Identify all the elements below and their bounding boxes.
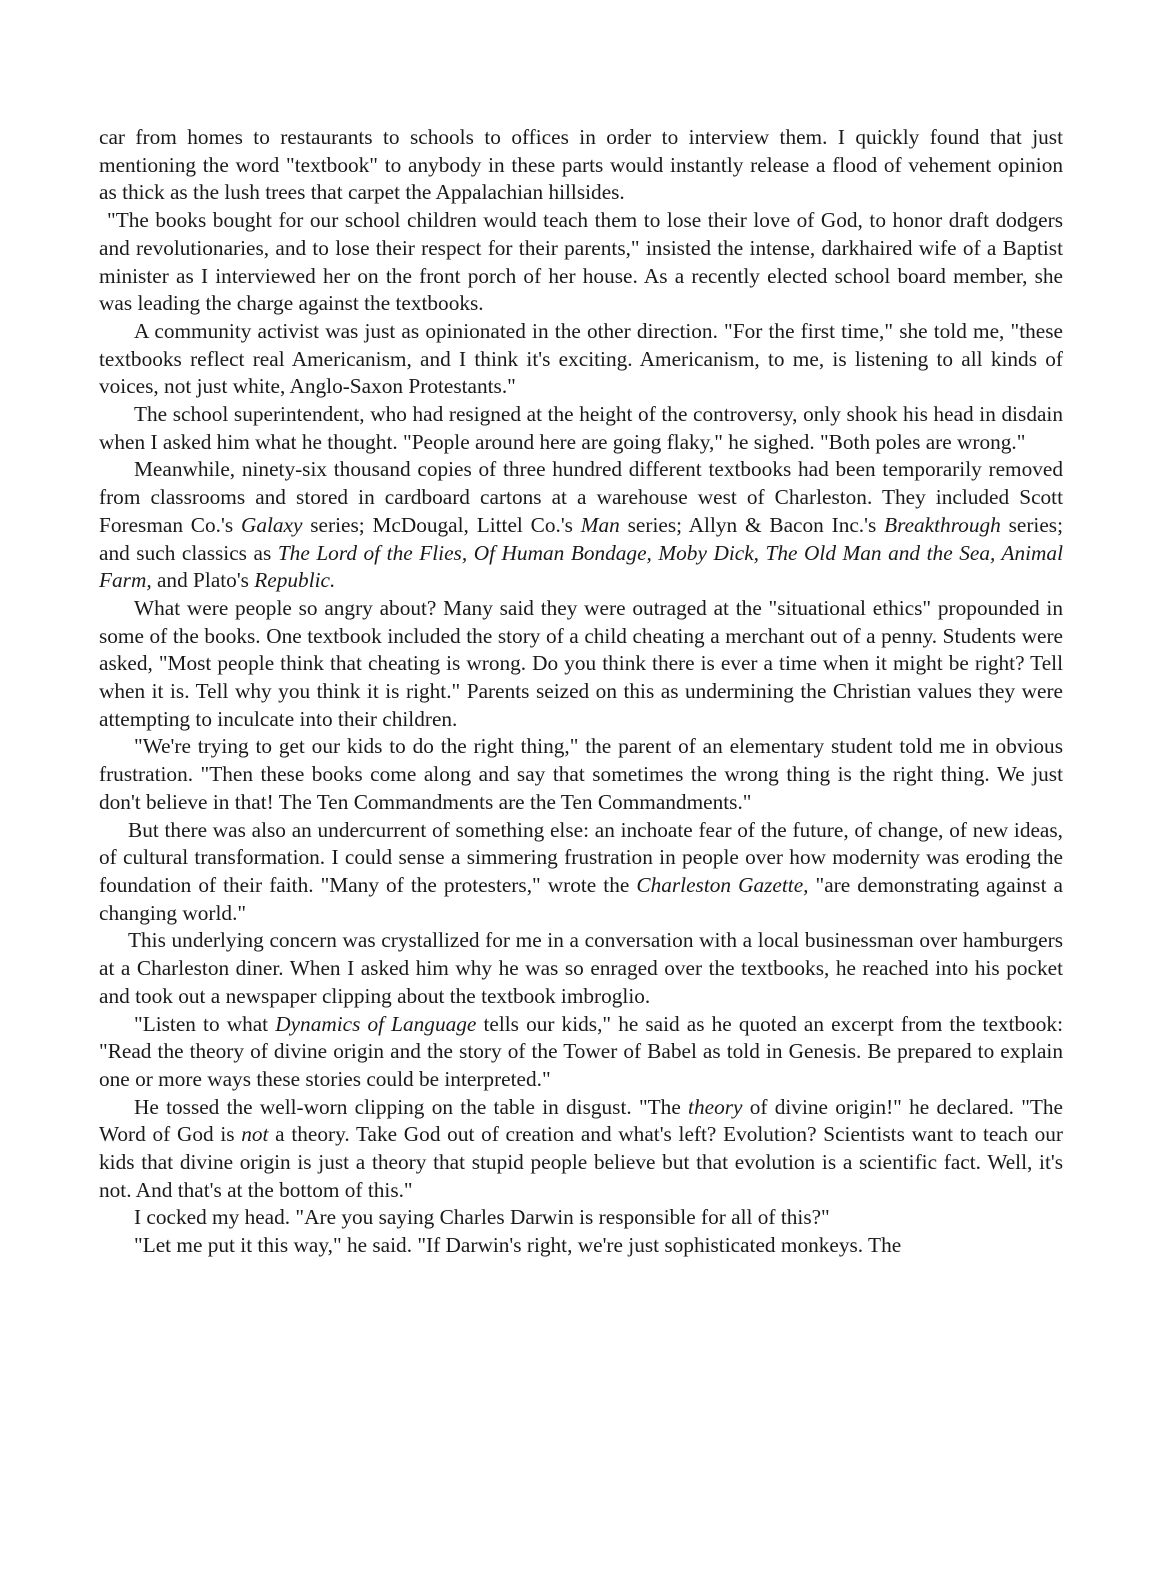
paragraph-text: Meanwhile, ninety-six thousand copies of three hundred different textbooks had been temporarily removed from classrooms and stored in cardboard cartons at a warehouse west of Charleston. They included Scott Foresman Co.'s (99, 457, 1063, 537)
paragraph-text: of divine origin!" he declared. "The Word of God is (99, 1094, 1064, 1147)
paragraph-text: "Listen to what (134, 1011, 276, 1036)
paragraph (99, 124, 1063, 207)
italic-title-text: Galaxy (240, 512, 303, 537)
paragraph-text: series; and such classics as (99, 512, 1064, 565)
paragraph (99, 927, 1063, 1010)
paragraph (99, 733, 1063, 816)
italic-title-text: Breakthrough (884, 512, 1001, 537)
paragraph-text: This underlying concern was crystallized for me in a conversation with a local businessman over hamburgers at a Charleston diner. When I asked him why he was so enraged over the textbooks, he reached into his pocket and took out a newspaper clipping about the textbook imbroglio. (99, 928, 1063, 1008)
paragraph-text: "Let me put it this way," he said. "If Darwin's right, we're just sophisticated monkeys. The (134, 1233, 902, 1258)
italic-title-text: Charleston Gazette, (636, 872, 809, 897)
paragraph-text: series; Allyn & Bacon Inc.'s (619, 512, 885, 537)
paragraph-text: "The books bought for our school children would teach them to lose their love of God, to honor draft dodgers and revolutionaries, and to lose their respect for their parents," insisted the intense, darkhaired wife of a Baptist minister as I interviewed her on the front porch of her house. As a recently elected school board member, she was leading the charge against the textbooks. (99, 208, 1063, 316)
italic-title-text: Republic. (254, 568, 336, 593)
paragraph-text: But there was also an undercurrent of something else: an inchoate fear of the future, of change, of new ideas, of cultural transformation. I could sense a simmering frustration in people over how modernity was eroding the foundation of their faith. "Many of the protesters," wrote the (99, 817, 1063, 897)
paragraph (99, 817, 1063, 928)
paragraph (99, 456, 1063, 595)
paragraph (99, 401, 1063, 456)
paragraph-text: tells our kids," he said as he quoted an excerpt from the textbook: "Read the theory of divine origin and the story of the Tower of Babel as told in Genesis. Be prepared to explain one or more ways these stories could be interpreted." (99, 1011, 1063, 1091)
paragraph-text: He tossed the well-worn clipping on the table in disgust. "The (134, 1094, 689, 1119)
paragraph-text: a theory. Take God out of creation and what's left? Evolution? Scientists want to teach our kids that divine origin is just a theory that stupid people believe but that evolution is a scientific fact. Well, it's not. And that's at the bottom of this." (99, 1122, 1063, 1202)
paragraph-text: car from homes to restaurants to schools to offices in order to interview them. I quickly found that just mentioning the word "textbook" to anybody in these parts would instantly release a flood of vehement opinion as thick as the lush trees that carpet the Appalachian hillsides. (99, 125, 1063, 205)
paragraph (99, 1011, 1063, 1094)
paragraph (99, 318, 1063, 401)
paragraph-text: "We're trying to get our kids to do the right thing," the parent of an elementary student told me in obvious frustration. "Then these books come along and say that sometimes the wrong thing is the right thing. We just don't believe in that! The Ten Commandments are the Ten Commandments." (99, 734, 1063, 814)
paragraph (99, 1094, 1063, 1205)
paragraph (99, 1232, 1063, 1260)
italic-title-text: The Lord of the Flies, Of Human Bondage, Moby Dick, The Old Man and the Sea, Animal Farm, (99, 540, 1063, 593)
paragraph-text: What were people so angry about? Many said they were outraged at the "situational ethics" propounded in some of the books. One textbook included the story of a child cheating a merchant out of a penny. Students were asked, "Most people think that cheating is wrong. Do you think there is ever a time when it might be right? Tell when it is. Tell why you think it is right." Parents seized on this as undermining the Christian values they were attempting to inculcate into their children. (99, 595, 1063, 731)
book-page-body (99, 124, 1063, 1260)
italic-title-text: not (241, 1122, 269, 1147)
paragraph (99, 207, 1063, 318)
italic-title-text: theory (688, 1094, 743, 1119)
paragraph-text: I cocked my head. "Are you saying Charles Darwin is responsible for all of this?" (134, 1205, 830, 1230)
paragraph-text: A community activist was just as opinionated in the other direction. "For the first time," she told me, "these textbooks reflect real Americanism, and I think it's exciting. Americanism, to me, is listening to all kinds of voices, not just white, Anglo-Saxon Protestants." (99, 318, 1063, 399)
paragraph-text: and Plato's (151, 568, 255, 593)
paragraph (99, 595, 1063, 734)
paragraph-text: series; McDougal, Littel Co.'s (302, 512, 581, 537)
paragraph-text: "are demonstrating against a changing world." (99, 872, 1063, 925)
italic-title-text: Man (580, 512, 620, 537)
italic-title-text: Dynamics of Language (275, 1011, 477, 1036)
paragraph-text: The school superintendent, who had resigned at the height of the controversy, only shook his head in disdain when I asked him what he thought. "People around here are going flaky," he sighed. "Both poles are wrong." (99, 402, 1063, 454)
paragraph (99, 1204, 1063, 1232)
